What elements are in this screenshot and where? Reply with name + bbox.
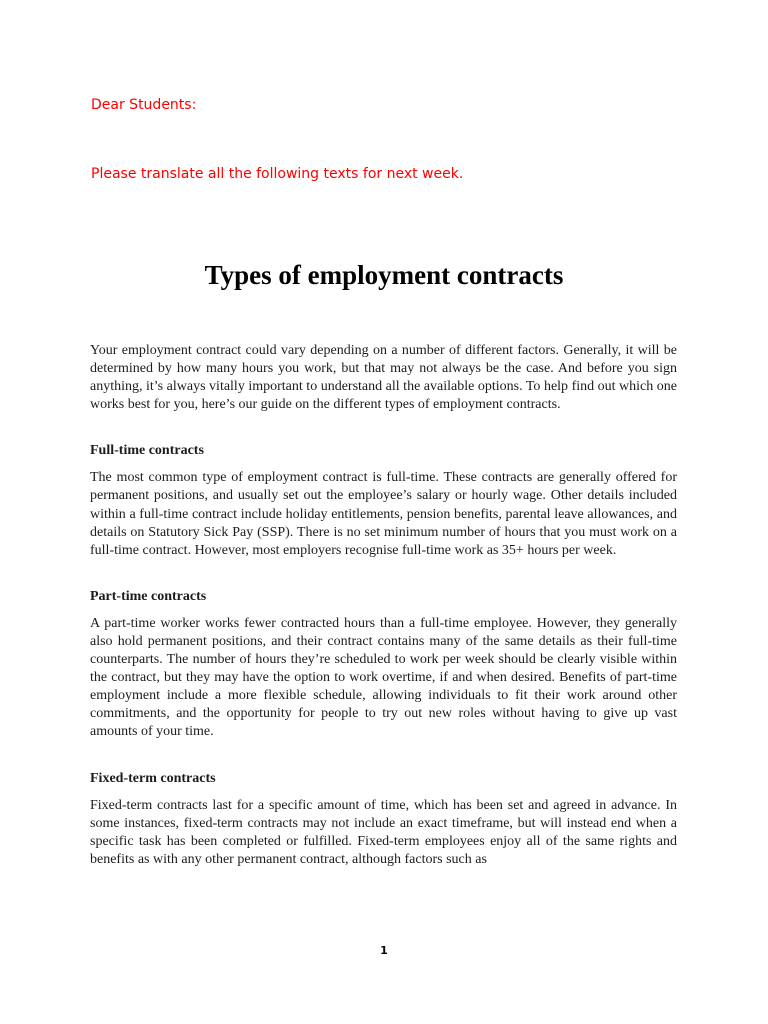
document-body: [90, 342, 677, 897]
section-heading: Fixed-term contracts: [90, 770, 216, 786]
section-paragraph: Fixed-term contracts last for a specific amount of time, which has been set and agreed in advance. In some instances, fixed-term contracts may not include an exact timeframe, but will instead end when a specific task has been completed or fulfilled. Fixed-term employees enjoy all of the same rights and benefits as with any other permanent contract, although factors such as: [90, 797, 677, 867]
section-heading: Part-time contracts: [90, 588, 207, 604]
page-number: 1: [380, 944, 388, 957]
greeting-note: Dear Students:: [91, 97, 197, 113]
section-part-time: [90, 588, 677, 742]
document-title: Types of employment contracts: [204, 260, 564, 290]
section-fixed-term: [90, 770, 677, 869]
section-paragraph: A part-time worker works fewer contracted hours than a full-time employee. However, they generally also hold permanent positions, and their contract contains many of the same details as their full-time counterparts. The number of hours they’re scheduled to work per week should be clearly visible within the contract, but they may have the option to work overtime, if and when desired. Benefits of part-time employment include a more flexible schedule, allowing individuals to fit their work around other commitments, and the opportunity for people to try out new roles without having to give up vast amounts of your time.: [90, 615, 677, 740]
section-full-time: [90, 442, 677, 559]
section-heading: Full-time contracts: [90, 443, 204, 459]
instruction-note: Please translate all the following texts for next week.: [91, 166, 464, 182]
section-paragraph: The most common type of employment contract is full-time. These contracts are generally offered for permanent positions, and usually set out the employee’s salary or hourly wage. Other details included within a full-time contract include holiday entitlements, pension benefits, parental leave allowances, and details on Statutory Sick Pay (SSP). There is no set minimum number of hours that you must work on a full-time contract. However, most employers recognise full-time work as 35+ hours per week.: [90, 470, 677, 558]
intro-paragraph: Your employment contract could vary depending on a number of different factors. Generally, it will be determined by how many hours you work, but that may not always be the case. And before you sign anything, it’s always vitally important to understand all the available options. To help find out which one works best for you, here’s our guide on the different types of employment contracts.: [90, 343, 677, 413]
